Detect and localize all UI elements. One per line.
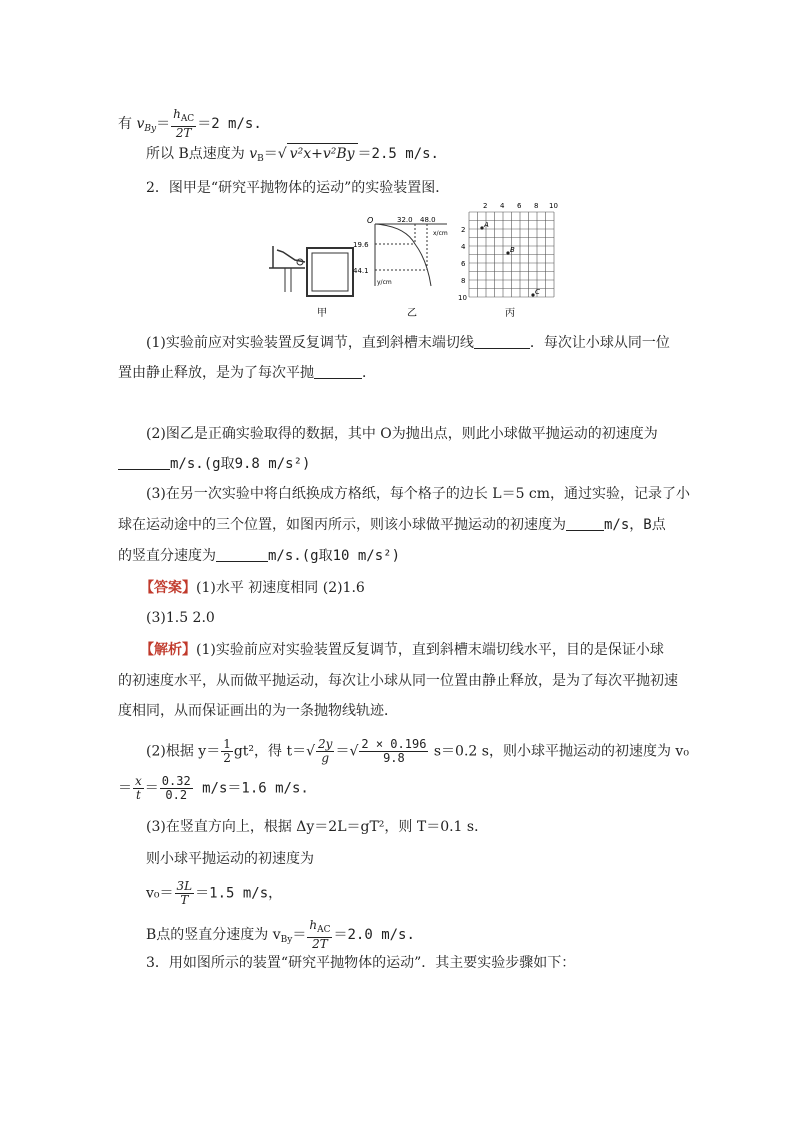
x-tick-label: 2: [483, 202, 488, 210]
answer-line2: (3)1.5 2.0: [146, 610, 215, 626]
q2-part3-line3: 的竖直分速度为 m/s.(g取10 m/s²): [118, 548, 401, 564]
question-2-intro: 2．图甲是“研究平抛物体的运动”的实验装置图．: [146, 180, 450, 196]
answer-blank[interactable]: [566, 530, 604, 531]
origin-label: O: [367, 216, 374, 225]
q2-part2-line1: (2)图乙是正确实验取得的数据，其中 O为抛出点，则此小球做平抛运动的初速度为: [146, 426, 658, 442]
analysis-line1: 【解析】(1)实验前应对实验装置反复调节，直到斜槽末端切线水平，目的是保证小球: [140, 642, 664, 658]
x-tick-label: 48.0: [420, 216, 436, 224]
grid-lines: [469, 212, 554, 297]
analysis-tag: 【解析】: [140, 642, 196, 658]
q2-part1-line2: 置由静止释放，是为了每次平抛 ．: [118, 365, 376, 381]
answer-blank[interactable]: [118, 469, 170, 470]
x-tick-label: 10: [549, 202, 558, 210]
y-tick-label: 6: [461, 260, 466, 268]
analysis-line4: (2)根据 y＝ $\frac{1}{2}$ gt²，得 t＝√ $\frac{2y}{g}$ ＝√ $\frac{2 \times 0.196}{9.8}$ s＝0.2 s，则小球平抛运动的初速度为 v₀: [146, 737, 689, 765]
label-bing: 丙: [505, 308, 515, 319]
x-tick-label: 8: [534, 202, 539, 210]
y-tick-label: 19.6: [353, 241, 369, 249]
answer-blank[interactable]: [216, 561, 268, 562]
experiment-figure: [265, 200, 565, 320]
q2-part3-line2: 球在运动途中的三个位置，如图丙所示，则该小球做平抛运动的初速度为 m/s，B点: [118, 517, 666, 533]
x-tick-label: 4: [500, 202, 505, 210]
question-3-intro: 3．用如图所示的装置“研究平抛物体的运动”．其主要实验步骤如下：: [146, 955, 576, 971]
answer-blank[interactable]: [314, 378, 362, 379]
y-tick-label: 44.1: [353, 267, 369, 275]
analysis-line8: v₀＝ $\frac{3L}{T}$ ＝1.5 m/s，: [146, 879, 283, 907]
y-tick-label: 4: [461, 243, 466, 251]
x-tick-label: 32.0: [397, 216, 413, 224]
y-tick-label: 10: [458, 294, 467, 302]
analysis-line3: 度相同，从而保证画出的为一条抛物线轨迹．: [118, 703, 398, 719]
label-jia: 甲: [317, 308, 327, 319]
sqrt-expression: v²x+v²By: [287, 143, 358, 164]
x-tick-label: 6: [517, 202, 522, 210]
fraction: $\frac{h_{AC}}{2T}$: [173, 107, 195, 140]
answer-tag: 【答案】: [140, 580, 196, 596]
figure-yi: [353, 216, 448, 319]
y-tick-label: 2: [461, 226, 466, 234]
answer-line1: 【答案】(1)水平 初速度相同 (2)1.6: [140, 580, 365, 596]
analysis-line9: B点的竖直分速度为 $v_{By}=$ $\frac{h_{AC}}{2T}$ ＝2.0 m/s.: [146, 918, 415, 951]
x-axis-label: x/cm: [433, 230, 448, 237]
point-label: A: [484, 221, 489, 229]
figure-bing: [458, 202, 558, 319]
formula-vb: 所以 B点速度为 $v_B=√$ v²x+v²By ＝2.5 m/s.: [146, 143, 439, 169]
y-axis-label: y/cm: [377, 279, 392, 286]
q2-part1-line1: (1)实验前应对实验装置反复调节，直到斜槽末端切线 ．每次让小球从同一位: [146, 335, 670, 351]
label-yi: 乙: [407, 308, 417, 319]
q2-part3-line1: (3)在另一次实验中将白纸换成方格纸，每个格子的边长 L＝5 cm，通过实验，记录了小: [146, 486, 691, 502]
figure-jia: [269, 246, 353, 319]
formula-vby: 有 $v_{By}=$ $\frac{h_{AC}}{2T}$ ＝2 m/s.: [118, 107, 262, 140]
answer-blank[interactable]: [474, 348, 530, 349]
analysis-line2: 的初速度水平，从而做平抛运动，每次让小球从同一位置由静止释放，是为了每次平抛初速: [118, 673, 678, 689]
analysis-line6: (3)在竖直方向上，根据 Δy＝2L＝gT²，则 T＝0.1 s．: [146, 819, 489, 835]
y-tick-label: 8: [461, 277, 466, 285]
point-label: C: [535, 288, 540, 296]
q2-part2-line2: m/s.(g取9.8 m/s²): [118, 454, 310, 474]
analysis-line7: 则小球平抛运动的初速度为: [146, 851, 314, 867]
figure-svg: [265, 200, 565, 320]
analysis-line5: ＝ $\frac{x}{t}$ ＝ $\frac{0.32}{0.2}$ m/s＝1.6 m/s.: [118, 774, 309, 802]
point-label: B: [510, 246, 515, 254]
